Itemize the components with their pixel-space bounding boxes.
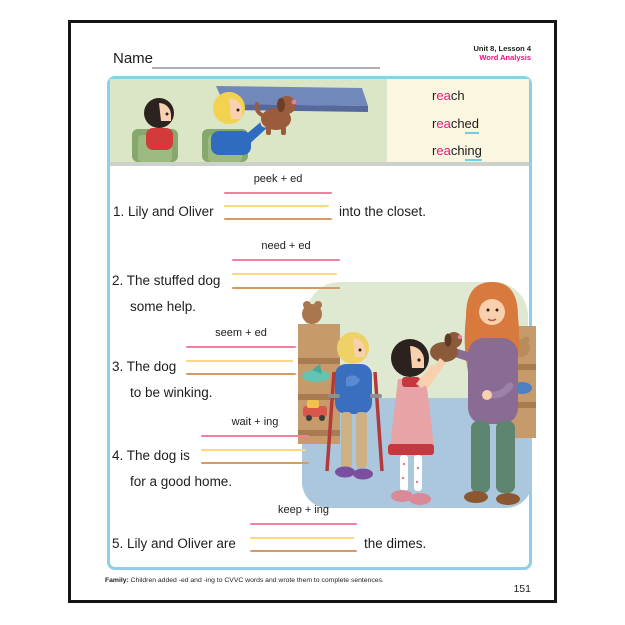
sentence-5-before: 5. Lily and Oliver are: [112, 536, 236, 551]
name-writing-line[interactable]: [152, 49, 380, 69]
classroom-children-puppy-illustration: [110, 79, 387, 162]
hint-need-ed: need + ed: [261, 240, 311, 252]
writing-line-bottom[interactable]: [201, 462, 309, 464]
writing-line-middle[interactable]: [201, 449, 306, 451]
sentence-3-before: 3. The dog: [112, 359, 177, 374]
subject-label: Word Analysis: [479, 53, 531, 62]
writing-line-top[interactable]: [250, 523, 357, 525]
toy-plane: [302, 370, 330, 382]
writing-line-middle[interactable]: [224, 205, 329, 207]
writing-line-top[interactable]: [224, 192, 332, 194]
word-list: [432, 82, 532, 165]
family-note: Family: Children added -ed and -ing to CVVC words and wrote them to complete sentences.: [105, 577, 384, 584]
hint-keep-ing: keep + ing: [277, 504, 330, 516]
word-reached: reached: [432, 110, 532, 138]
sentence-3-line2: to be winking.: [130, 385, 213, 400]
writing-line-bottom[interactable]: [224, 218, 332, 220]
hint-peek-ed: peek + ed: [253, 173, 303, 185]
writing-line-bottom[interactable]: [186, 373, 296, 375]
writing-line-middle[interactable]: [232, 273, 337, 275]
word-reaching: reaching: [432, 137, 532, 165]
word-reach: reach: [432, 88, 465, 103]
sentence-4-line2: for a good home.: [130, 474, 233, 489]
hint-seem-ed: seem + ed: [215, 327, 267, 339]
writing-line-middle[interactable]: [250, 537, 354, 539]
writing-line-top[interactable]: [201, 435, 309, 437]
sentence-1-after: into the closet.: [339, 204, 427, 219]
sentence-4-before: 4. The dog is: [112, 448, 190, 463]
writing-line-bottom[interactable]: [250, 550, 357, 552]
sentence-1-before: 1. Lily and Oliver: [113, 204, 214, 219]
name-label: Name: [113, 50, 154, 67]
sentence-2-line2: some help.: [130, 299, 197, 314]
writing-line-middle[interactable]: [186, 360, 293, 362]
writing-line-bottom[interactable]: [232, 287, 340, 289]
writing-line-top[interactable]: [186, 346, 296, 348]
sentence-2-before: 2. The stuffed dog: [112, 273, 221, 288]
page-number: 151: [513, 583, 531, 595]
hint-wait-ing: wait + ing: [231, 416, 279, 428]
writing-line-top[interactable]: [232, 259, 340, 261]
unit-lesson-label: Unit 8, Lesson 4: [473, 44, 531, 53]
sentence-5-after: the dimes.: [364, 536, 427, 551]
toy-shop-illustration: [298, 266, 536, 518]
